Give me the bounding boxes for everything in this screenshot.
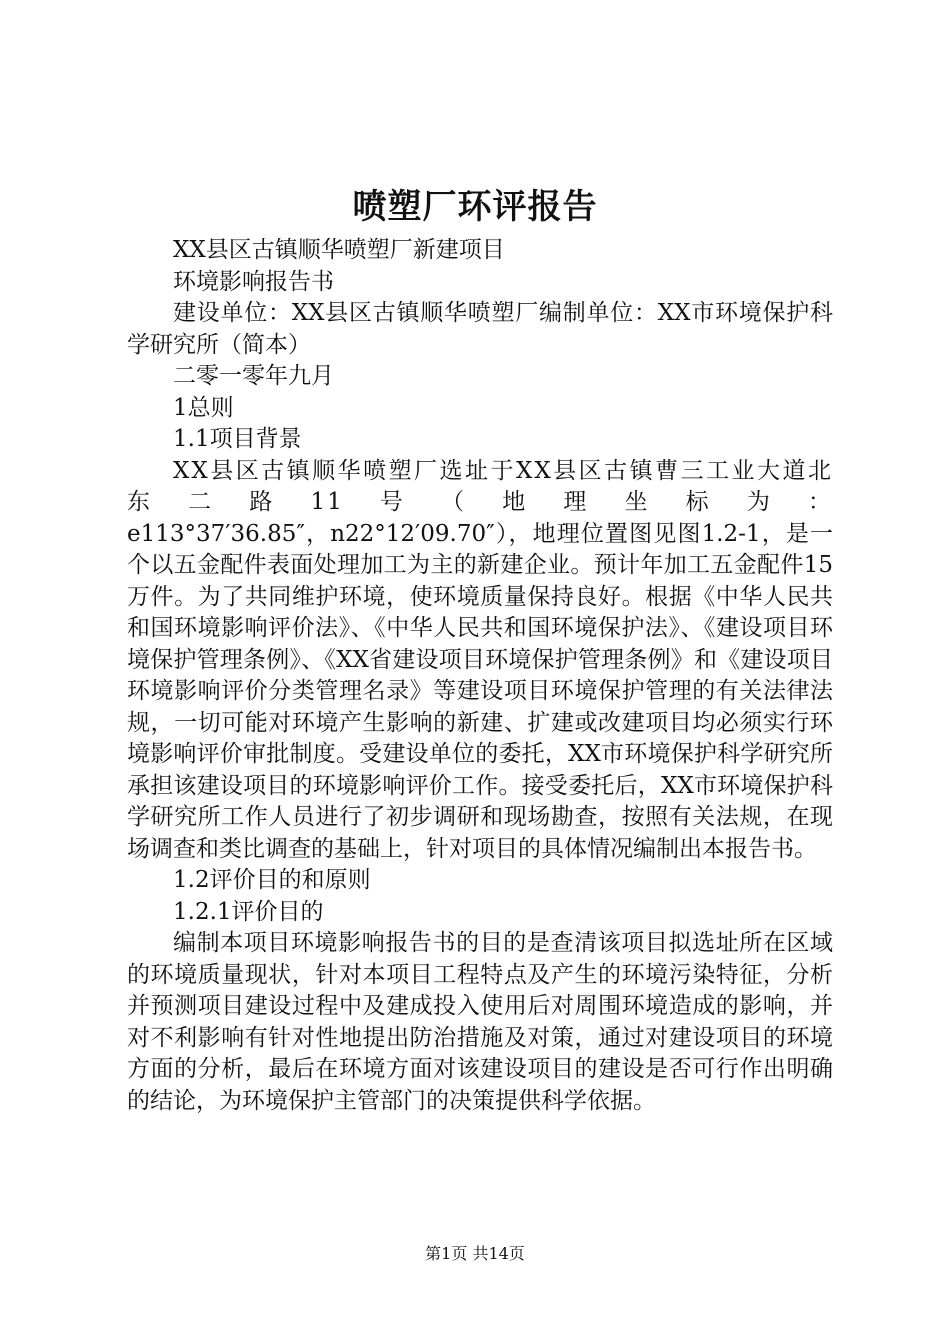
date-line: 二零一零年九月 xyxy=(173,363,334,389)
report-type-line: 环境影响报告书 xyxy=(173,268,334,295)
heading-purpose-principles: 1.2评价目的和原则 xyxy=(173,867,371,893)
heading-purpose: 1.2.1评价目的 xyxy=(173,898,324,925)
background-paragraph-body: e113°37′36.85″，n22°12′09.70″），地理位置图见图1.2-1，是一个以五金配件表面处理加工为主的新建企业。预计年加工五金配件15万件。为了共同维护环境，使环境质量保持良好。根据《中华人民共和国环境影响评价法》、《中华人民共和国环境保护法》、《建设项目环境保护管理条例》、《XX省建设项目环境保护管理条例》和《建设项目环境影响评价分类管理名录》等建设项目环境保护管理的有关法律法规，一切可能对环境产生影响的新建、扩建或改建项目均必须实行环境影响评价审批制度。受建设单位的委托，XX市环境保护科学研究所承担该建设项目的环境影响评价工作。接受委托后，XX市环境保护科学研究所工作人员进行了初步调研和现场勘查，按照有关法规，在现场调查和类比调查的基础上，针对项目的具体情况编制出本报告书。 xyxy=(127,520,833,862)
page-footer: 第1页 共14页 xyxy=(425,1244,525,1263)
background-paragraph xyxy=(127,456,833,866)
background-paragraph-lead: XX县区古镇顺华喷塑厂选址于XX县区古镇曹三工业大道北东二路11号（地理坐标为： xyxy=(127,457,833,515)
document-title: 喷塑厂环评报告 xyxy=(352,187,598,227)
purpose-paragraph: 编制本项目环境影响报告书的目的是查清该项目拟选址所在区域的环境质量现状，针对本项目工程特点及产生的环境污染特征，分析并预测项目建设过程中及建成投入使用后对周围环境造成的影响，并对不利影响有针对性地提出防治措施及对策，通过对建设项目的环境方面的分析，最后在环境方面对该建设项目的建设是否可行作出明确的结论，为环境保护主管部门的决策提供科学依据。 xyxy=(127,930,833,1114)
heading-general: 1总则 xyxy=(173,394,234,421)
document-body xyxy=(127,235,833,1117)
heading-background: 1.1项目背景 xyxy=(173,426,302,452)
project-name-line: XX县区古镇顺华喷塑厂新建项目 xyxy=(173,237,505,263)
units-line: 建设单位：XX县区古镇顺华喷塑厂编制单位：XX市环境保护科学研究所（简本） xyxy=(127,300,833,358)
